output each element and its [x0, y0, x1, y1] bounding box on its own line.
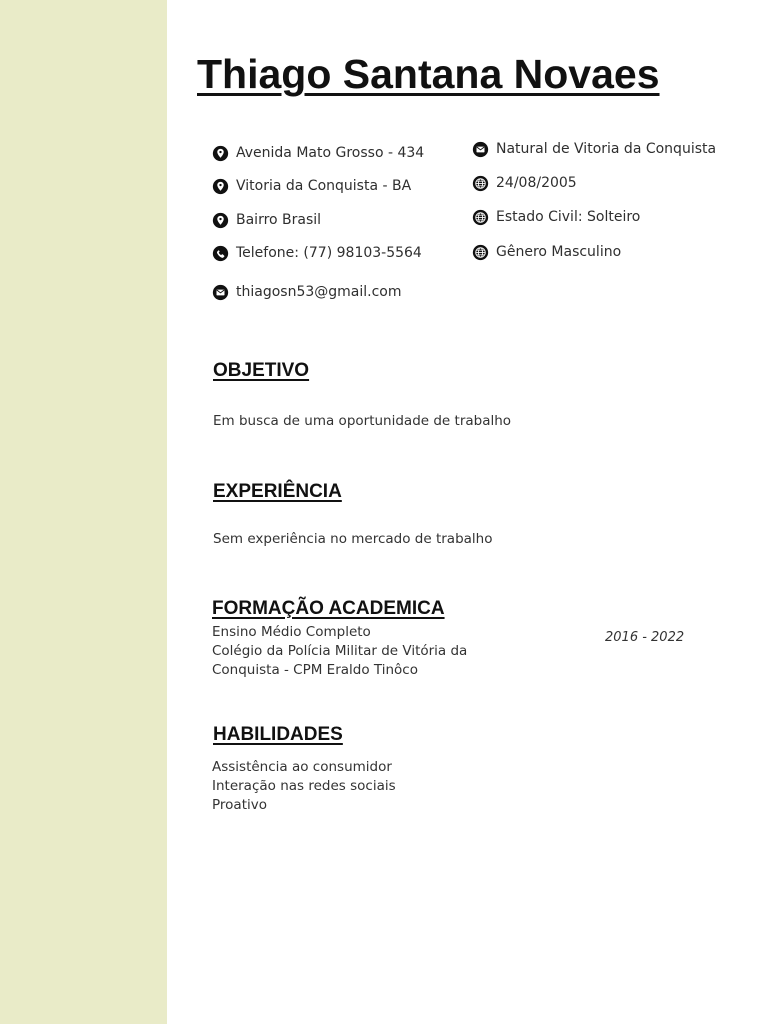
- contact-marital-status: [472, 208, 640, 226]
- contact-city: [212, 177, 411, 195]
- contact-text: Vitoria da Conquista - BA: [236, 178, 412, 194]
- phone-icon: [212, 245, 229, 262]
- left-sidebar: [0, 0, 167, 1024]
- contact-address: [212, 144, 424, 162]
- location-pin-icon: [212, 178, 229, 195]
- objective-text: Em busca de uma oportunidade de trabalho: [213, 413, 512, 429]
- contact-text: Estado Civil: Solteiro: [496, 209, 641, 225]
- location-pin-icon: [212, 145, 229, 162]
- education-line: Colégio da Polícia Militar de Vitória da: [212, 643, 468, 659]
- skills-list: [212, 758, 396, 815]
- contact-text: Telefone: (77) 98103-5564: [236, 245, 422, 261]
- education-period: 2016 - 2022: [605, 630, 685, 645]
- contact-birthdate: [472, 174, 577, 192]
- contact-text: thiagosn53@gmail.com: [236, 284, 402, 300]
- email-icon: [212, 284, 229, 301]
- contact-email: [212, 283, 402, 301]
- location-pin-icon: [212, 212, 229, 229]
- education-details: [212, 623, 467, 680]
- education-line: Ensino Médio Completo: [212, 624, 371, 640]
- globe-icon: [472, 175, 489, 192]
- contact-text: 24/08/2005: [496, 175, 577, 191]
- contact-neighborhood: [212, 211, 321, 229]
- email-icon: [472, 141, 489, 158]
- globe-icon: [472, 244, 489, 261]
- globe-icon: [472, 209, 489, 226]
- contact-text: Natural de Vitoria da Conquista: [496, 141, 717, 157]
- objective-title: OBJETIVO: [213, 360, 310, 381]
- skills-title: HABILIDADES: [213, 724, 343, 745]
- contact-phone: [212, 244, 422, 262]
- experience-title: EXPERIÊNCIA: [213, 481, 342, 502]
- education-title: FORMAÇÃO ACADEMICA: [212, 598, 445, 619]
- education-line: Conquista - CPM Eraldo Tinôco: [212, 662, 418, 678]
- candidate-name: Thiago Santana Novaes: [197, 51, 660, 97]
- skill-item: Proativo: [212, 797, 267, 813]
- contact-text: Avenida Mato Grosso - 434: [236, 145, 425, 161]
- contact-birthplace: [472, 140, 716, 158]
- contact-text: Gênero Masculino: [496, 244, 622, 260]
- contact-text: Bairro Brasil: [236, 212, 322, 228]
- experience-text: Sem experiência no mercado de trabalho: [213, 531, 493, 547]
- skill-item: Interação nas redes sociais: [212, 778, 396, 794]
- contact-gender: [472, 243, 621, 261]
- skill-item: Assistência ao consumidor: [212, 759, 392, 775]
